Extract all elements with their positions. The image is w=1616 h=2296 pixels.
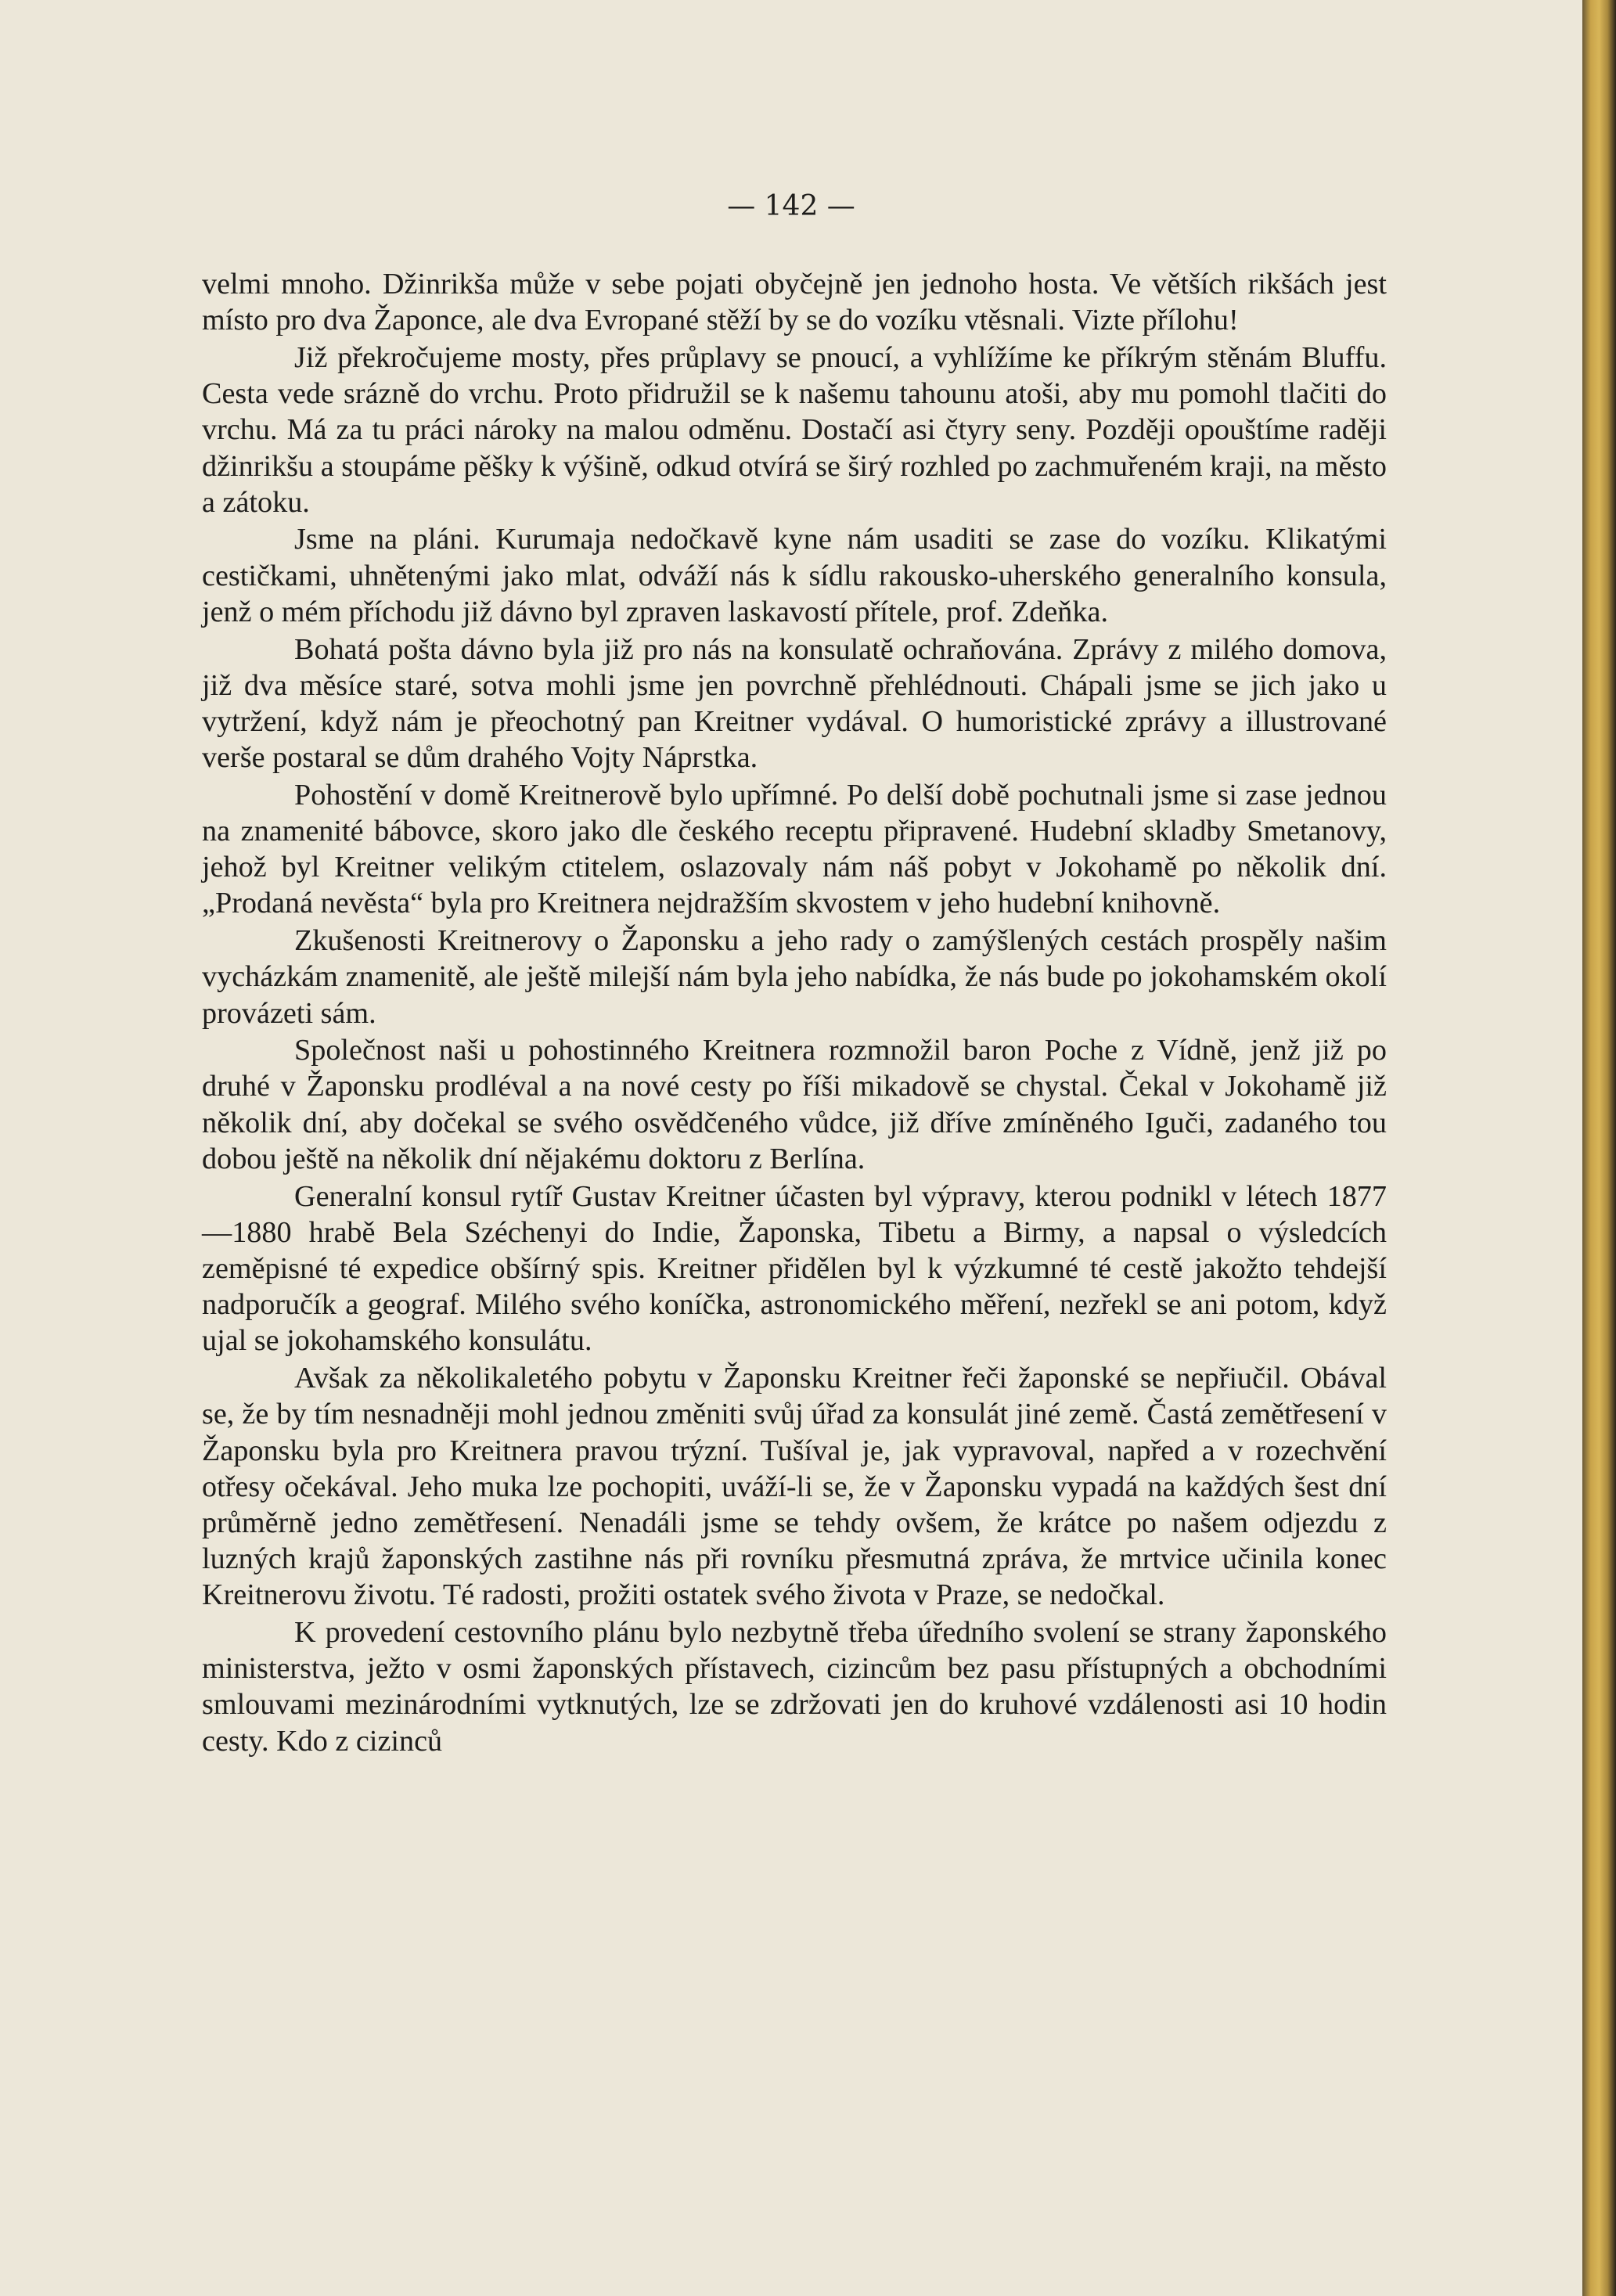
paragraph-3: Jsme na pláni. Kurumaja nedočkavě kyne nám usaditi se zase do vozíku. Klikatými cestičkami, uhnětenými jako mlat, odváží nás k sídlu rakousko-uherského generalního konsula, jenž o mém příchodu již dávno byl zpraven laskavostí přítele, prof. Zdeňka. bbox=[202, 523, 1387, 628]
paragraph-8: Generalní konsul rytíř Gustav Kreitner účasten byl výpravy, kterou podnikl v létech 1877—1880 hrabě Bela Széchenyi do Indie, Žaponska, Tibetu a Birmy, a napsal o výsledcích zeměpisné té expedice obšírný spis. Kreitner přidělen byl k výzkumné té cestě jakožto tehdejší nadporučík a geograf. Milého svého koníčka, astronomického měření, nezřekl se ani potom, když ujal se jokohamského konsulátu. bbox=[202, 1179, 1387, 1358]
paragraph-5: Pohostění v domě Kreitnerově bylo upřímné. Po delší době pochutnali jsme si zase jednou na znamenité bábovce, skoro jako dle českého receptu připravené. Hudební skladby Smetanovy, jehož byl Kreitner velikým ctitelem, oslazovaly nám náš pobyt v Jokohamě po několik dní. „Prodaná nevěsta“ byla pro Kreitnera nejdražším skvostem v jeho hudební knihovně. bbox=[202, 778, 1387, 920]
paragraph-1: velmi mnoho. Džinrikša může v sebe pojati obyčejně jen jednoho hosta. Ve větších rikšách jest místo pro dva Žaponce, ale dva Evropané stěží by se do vozíku vtěsnali. Vizte přílohu! bbox=[202, 268, 1387, 337]
paragraph-6: Zkušenosti Kreitnerovy o Žaponsku a jeho rady o zamýšlených cestách prospěly našim vycházkám znamenitě, ale ještě milejší nám byla jeho nabídka, že nás bude po jokohamském okolí provázeti sám. bbox=[202, 924, 1387, 1030]
paragraph-9: Avšak za několikaletého pobytu v Žaponsku Kreitner řeči žaponské se nepřiučil. Obával se, že by tím nesnadněji mohl jednou změniti svůj úřad za konsulát jiné země. Častá zemětřesení v Žaponsku byla pro Kreitnera pravou trýzní. Tušíval je, jak vypravoval, napřed a v rozechvění otřesy očekával. Jeho muka lze pochopiti, uváží-li se, že v Žaponsku vypadá na každých šest dní průměrně jedno zemětřesení. Nenadáli jsme se tehdy ovšem, že krátce po našem odjezdu z luzných krajů žaponských zastihne nás při rovníku přesmutná zpráva, že mrtvice učinila konec Kreitnerovu životu. Té radosti, prožiti ostatek svého života v Praze, se nedočkal. bbox=[202, 1362, 1387, 1612]
paragraph-2: Již překročujeme mosty, přes průplavy se pnoucí, a vyhlížíme ke příkrým stěnám Bluffu. Cesta vede srázně do vrchu. Proto přidružil se k našemu tahounu atoši, aby mu pomohl tlačiti do vrchu. Má za tu práci nároky na malou odměnu. Dostačí asi čtyry seny. Později opouštíme raději džinrikšu a stoupáme pěšky k výšině, odkud otvírá se širý rozhled po zachmuřeném kraji, na město a zátoku. bbox=[202, 340, 1387, 519]
body-text bbox=[202, 266, 1387, 1760]
page-number: — 142 — bbox=[727, 190, 855, 222]
book-binding-edge bbox=[1582, 0, 1616, 2296]
paragraph-10: K provedení cestovního plánu bylo nezbytně třeba úředního svolení se strany žaponského ministerstva, ježto v osmi žaponských přístavech, cizincům bez pasu přístupných a obchodními smlouvami mezinárodními vytknutých, lze se zdržovati jen do kruhové vzdálenosti asi 10 hodin cesty. Kdo z cizinců bbox=[202, 1616, 1387, 1758]
paragraph-7: Společnost naši u pohostinného Kreitnera rozmnožil baron Poche z Vídně, jenž již po druhé v Žaponsku prodléval a na nové cesty po říši mikadově se chystal. Čekal v Jokohamě již několik dní, aby dočekal se svého osvědčeného vůdce, již dříve zmíněného Iguči, zadaného tou dobou ještě na několik dní nějakému doktoru z Berlína. bbox=[202, 1034, 1387, 1175]
paragraph-4: Bohatá pošta dávno byla již pro nás na konsulatě ochraňována. Zprávy z milého domova, již dva měsíce staré, sotva mohli jsme jen povrchně přehlédnouti. Chápali jsme se jich jako u vytržení, když nám je přeochotný pan Kreitner vydával. O humoristické zprávy a illustrované verše postaral se dům drahého Vojty Náprstka. bbox=[202, 632, 1387, 775]
